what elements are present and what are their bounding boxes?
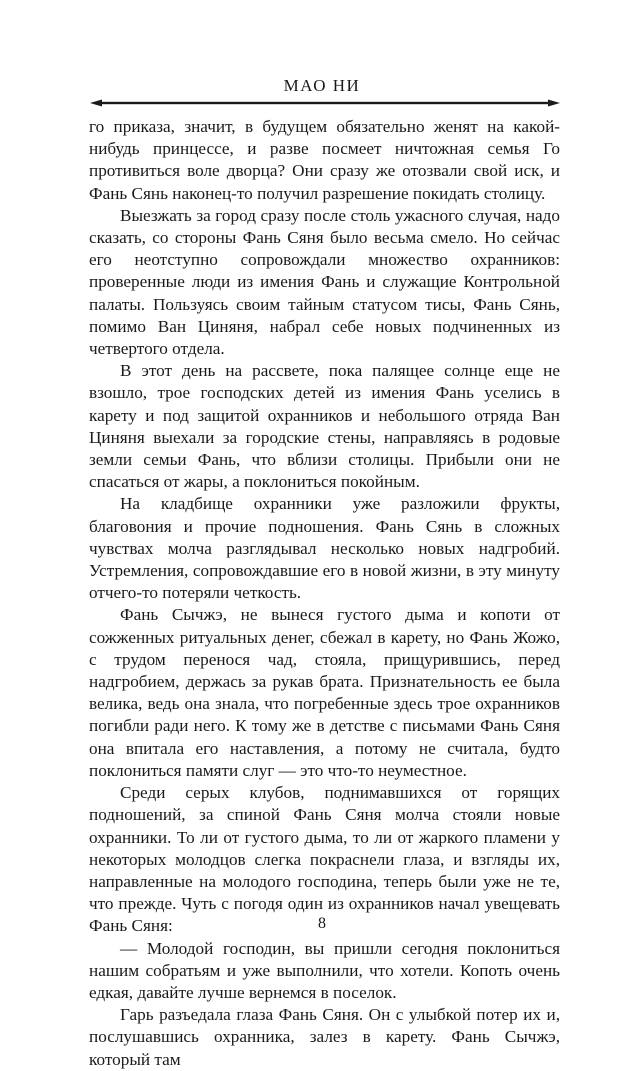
paragraph: Среди серых клубов, поднимавшихся от горящих подношений, за спиной Фань Сяня молча стояли новые охранники. То ли от густого дыма, то ли от жаркого пламени у некоторых молодцов слегка покраснели глаза, и взгляды их, направленные на молодого господина, теперь были уже не те, что прежде. Чуть с погодя один из охранников начал увещевать Фань Сяня: <box>89 783 560 936</box>
page-number: 8 <box>318 915 326 932</box>
paragraph: На кладбище охранники уже разложили фрукты, благовония и прочие подношения. Фань Сянь в сложных чувствах молча разглядывал несколько новых надгробий. Устремления, сопровождавшие его в новой жизни, в эту минуту отчего-то потеряли четкость. <box>89 494 560 603</box>
paragraph: Фань Сычжэ, не вынеся густого дыма и копоти от сожженных ритуальных денег, сбежал в карету, но Фань Жожо, с трудом перенося чад, стояла, прищурившись, перед надгробием, держась за рукав брата. Признательность ее была велика, ведь она знала, что погребенные здесь трое охранников погибли ради него. К тому же в детстве с письмами Фань Сяня она впитала его наставления, а потому не считала, будто поклониться памяти слуг — это что-то неуместное. <box>89 605 560 780</box>
dialogue-paragraph: — Молодой господин, вы пришли сегодня поклониться нашим собратьям и уже выполнили, что хотели. Копоть очень едкая, давайте лучше вернемся в поселок. <box>89 938 560 1002</box>
ornamental-rule <box>90 98 560 108</box>
running-head-title: МАО НИ <box>283 76 361 95</box>
paragraph: Выезжать за город сразу после столь ужасного случая, надо сказать, со стороны Фань Сяня было весьма смело. Но сейчас его неотступно сопровождали множество охранников: проверенные люди из имения Фань и служащие Контрольной палаты. Пользуясь своим тайным статусом тисы, Фань Сянь, помимо Ван Циняня, набрал себе новых подчиненных из четвертого отдела. <box>89 205 560 359</box>
paragraph: В этот день на рассвете, пока палящее солнце еще не взошло, трое господских детей из имения Фань уселись в карету и под защитой охранников и небольшого отряда Ван Циняня выехали за городские стены, направляясь в родовые земли семьи Фань, что вблизи столицы. Прибыли они не спасаться от жары, а поклониться покойным. <box>89 361 560 492</box>
paragraph: го приказа, значит, в будущем обязательно женят на какой-нибудь принцессе, и разве посмеет ничтожная семья Го противиться воле дворца? Они сразу же отозвали свой иск, и Фань Сянь наконец-то получил разрешение покидать столицу. <box>89 117 560 203</box>
paragraph: Гарь разъедала глаза Фань Сяня. Он с улыбкой потер их и, послушавшись охранника, залез в карету. Фань Сычжэ, который там <box>89 1005 560 1069</box>
